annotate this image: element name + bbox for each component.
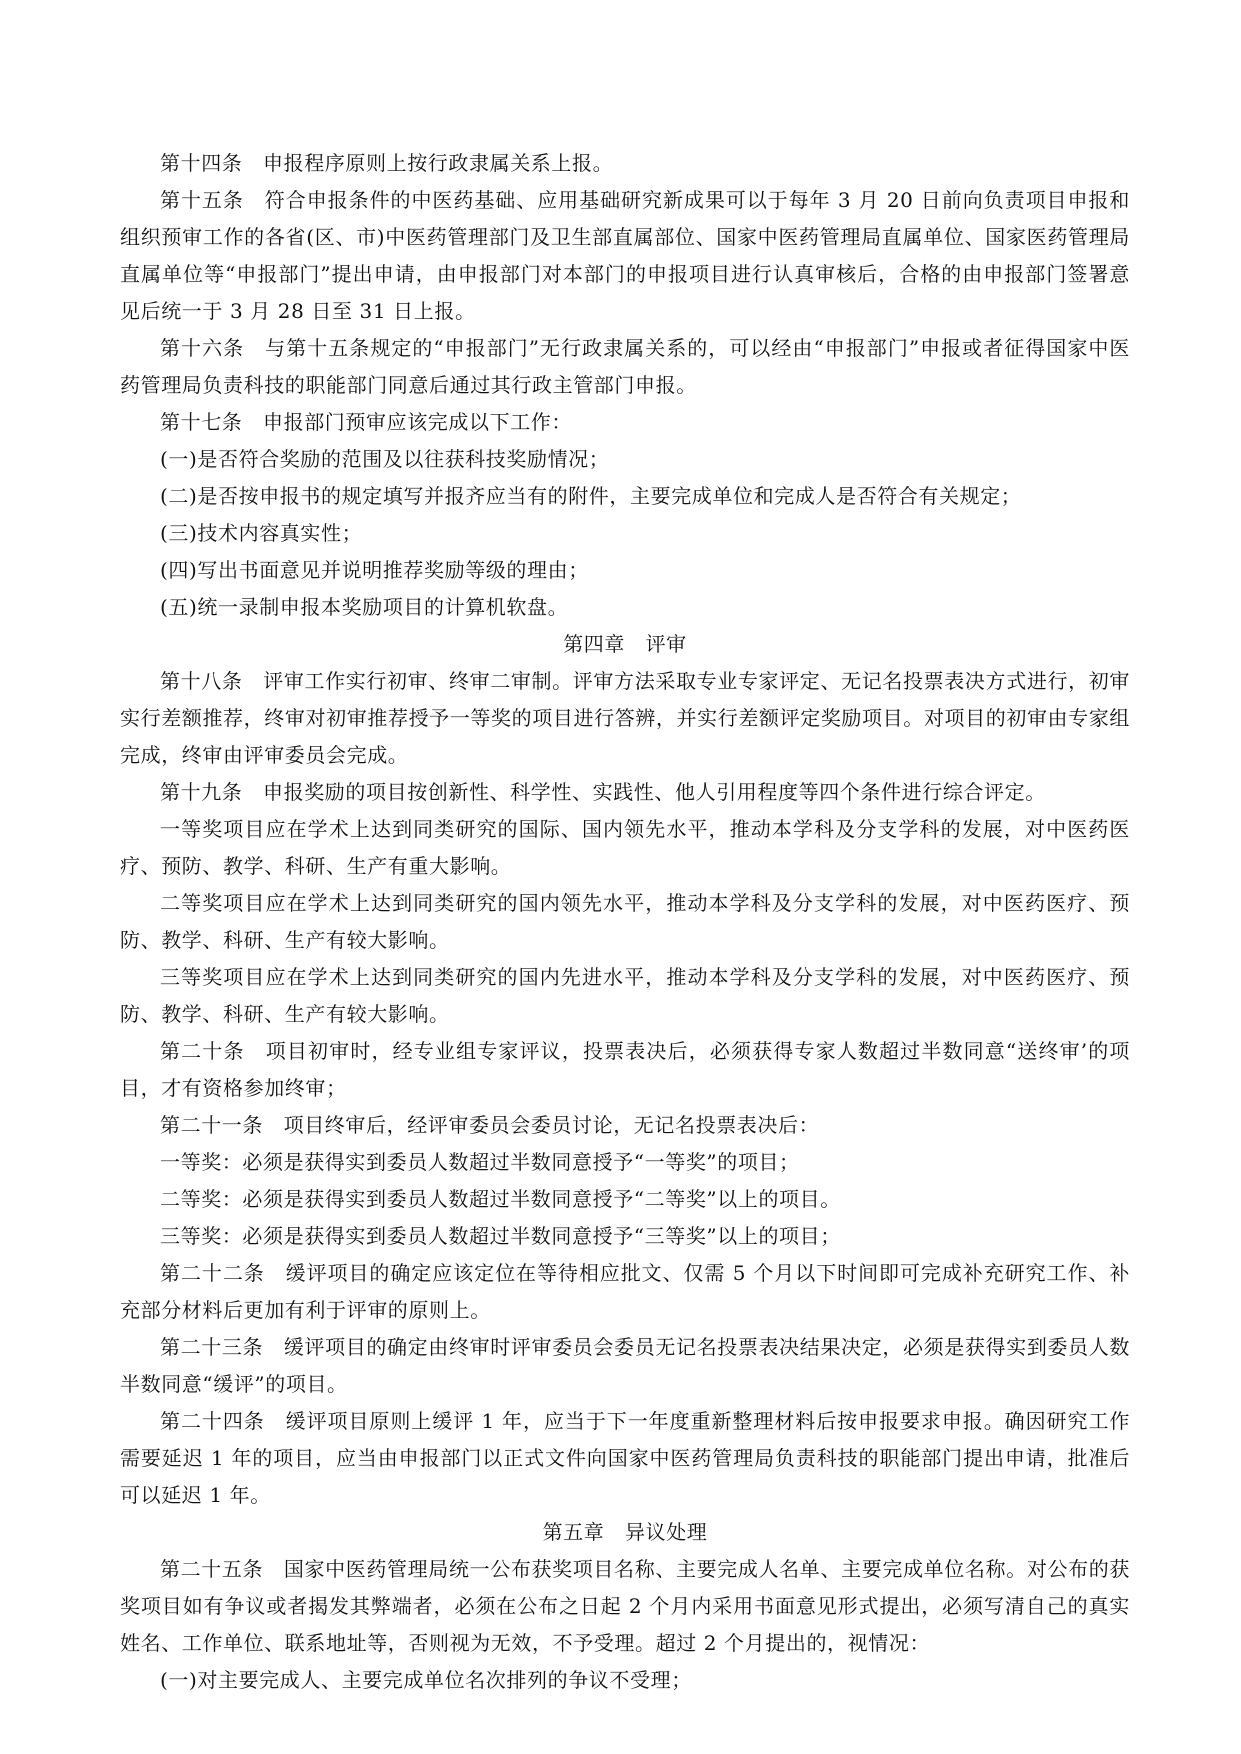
- article-21: 第二十一条 项目终审后，经评审委员会委员讨论，无记名投票表决后：: [160, 1113, 820, 1137]
- article-21-third-prize: 三等奖：必须是获得实到委员人数超过半数同意授予“三等奖”以上的项目；: [160, 1224, 841, 1248]
- first-prize-criteria: 一等奖项目应在学术上达到同类研究的国际、国内领先水平，推动本学科及分支学科的发展，对中医药医疗、预防、教学、科研、生产有重大影响。: [120, 817, 1130, 878]
- article-25: 第二十五条 国家中医药管理局统一公布获奖项目名称、主要完成人名单、主要完成单位名称。对公布的获奖项目如有争议或者揭发其弊端者，必须在公布之日起 2 个月内采用书面意见形式提出，必须写清自己的真实姓名、工作单位、联系地址等，否则视为无效，不予受理。超过 2 个月提出的，视情况：: [120, 1557, 1130, 1655]
- article-20: 第二十条 项目初审时，经专业组专家评议，投票表决后，必须获得专家人数超过半数同意“送终审’的项目，才有资格参加终审；: [120, 1039, 1130, 1100]
- article-24: 第二十四条 缓评项目原则上缓评 1 年，应当于下一年度重新整理材料后按申报要求申报。确因研究工作需要延迟 1 年的项目，应当由申报部门以正式文件向国家中医药管理局负责科技的职能部门提出申请，批准后可以延迟 1 年。: [120, 1409, 1130, 1507]
- article-14: 第十四条 申报程序原则上按行政隶属关系上报。: [160, 151, 614, 175]
- second-prize-criteria: 二等奖项目应在学术上达到同类研究的国内领先水平，推动本学科及分支学科的发展，对中医药医疗、预防、教学、科研、生产有较大影响。: [120, 891, 1130, 952]
- chapter-4-heading: 第四章 评审: [563, 632, 687, 656]
- article-15: 第十五条 符合申报条件的中医药基础、应用基础研究新成果可以于每年 3 月 20 日前向负责项目申报和组织预审工作的各省(区、市)中医药管理部门及卫生部直属部位、国家中医药管理局直属单位、国家医药管理局直属单位等“申报部门”提出申请，由申报部门对本部门的申报项目进行认真审核后，合格的由申报部门签署意见后统一于 3 月 28 日至 31 日上报。: [120, 188, 1130, 323]
- article-17-item-1: (一)是否符合奖励的范围及以往获科技奖励情况；: [160, 447, 610, 471]
- article-17-item-5: (五)统一录制申报本奖励项目的计算机软盘。: [160, 595, 569, 619]
- article-17-item-4: (四)写出书面意见并说明推荐奖励等级的理由；: [160, 558, 589, 582]
- article-23: 第二十三条 缓评项目的确定由终审时评审委员会委员无记名投票表决结果决定，必须是获得实到委员人数半数同意“缓评”的项目。: [120, 1335, 1130, 1396]
- chapter-5-heading: 第五章 异议处理: [542, 1520, 708, 1544]
- article-21-first-prize: 一等奖：必须是获得实到委员人数超过半数同意授予“一等奖”的项目；: [160, 1150, 800, 1174]
- article-17-item-3: (三)技术内容真实性；: [160, 521, 363, 545]
- article-21-second-prize: 二等奖：必须是获得实到委员人数超过半数同意授予“二等奖”以上的项目。: [160, 1187, 841, 1211]
- article-18: 第十八条 评审工作实行初审、终审二审制。评审方法采取专业专家评定、无记名投票表决方式进行，初审实行差额推荐，终审对初审推荐授予一等奖的项目进行答辨，并实行差额评定奖励项目。对项目的初审由专家组完成，终审由评审委员会完成。: [120, 669, 1130, 767]
- article-17: 第十七条 申报部门预审应该完成以下工作：: [160, 410, 572, 434]
- article-16: 第十六条 与第十五条规定的“申报部门”无行政隶属关系的，可以经由“申报部门”申报或者征得国家中医药管理局负责科技的职能部门同意后通过其行政主管部门申报。: [120, 336, 1130, 397]
- article-17-item-2: (二)是否按申报书的规定填写并报齐应当有的附件，主要完成单位和完成人是否符合有关规定；: [160, 484, 1022, 508]
- article-25-item-1: (一)对主要完成人、主要完成单位名次排列的争议不受理；: [160, 1668, 692, 1692]
- article-19: 第十九条 申报奖励的项目按创新性、科学性、实践性、他人引用程度等四个条件进行综合评定。: [160, 780, 1046, 804]
- document-body: [120, 145, 1130, 1699]
- third-prize-criteria: 三等奖项目应在学术上达到同类研究的国内先进水平，推动本学科及分支学科的发展，对中医药医疗、预防、教学、科研、生产有较大影响。: [120, 965, 1130, 1026]
- article-22: 第二十二条 缓评项目的确定应该定位在等待相应批文、仅需 5 个月以下时间即可完成补充研究工作、补充部分材料后更加有利于评审的原则上。: [120, 1261, 1130, 1322]
